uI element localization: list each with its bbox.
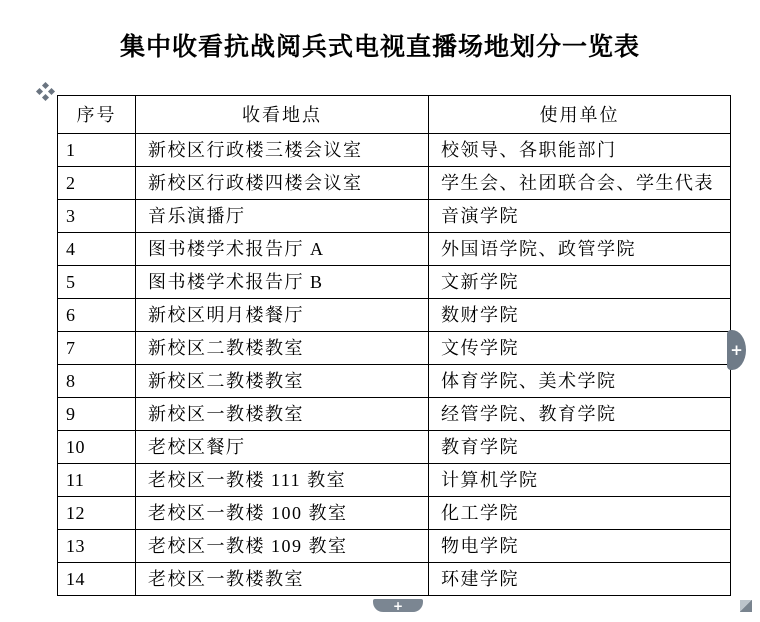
table-row <box>58 233 731 266</box>
location-cell: 新校区二教楼教室 <box>136 332 429 365</box>
table-row <box>58 530 731 563</box>
table-row <box>58 299 731 332</box>
unit-cell: 学生会、社团联合会、学生代表 <box>429 167 731 200</box>
unit-cell: 数财学院 <box>429 299 731 332</box>
unit-cell: 体育学院、美术学院 <box>429 365 731 398</box>
table-row <box>58 563 731 596</box>
insert-column-button[interactable] <box>727 330 746 370</box>
table-row <box>58 167 731 200</box>
row-number-cell: 11 <box>58 464 136 497</box>
unit-cell: 教育学院 <box>429 431 731 464</box>
location-cell: 新校区行政楼三楼会议室 <box>136 134 429 167</box>
unit-cell: 环建学院 <box>429 563 731 596</box>
unit-cell: 音演学院 <box>429 200 731 233</box>
header-cell-number: 序号 <box>58 96 136 134</box>
table-resize-handle-icon[interactable] <box>740 600 752 612</box>
row-number-cell: 10 <box>58 431 136 464</box>
table-row <box>58 134 731 167</box>
row-number-cell: 12 <box>58 497 136 530</box>
location-cell: 音乐演播厅 <box>136 200 429 233</box>
location-cell: 老校区一教楼 111 教室 <box>136 464 429 497</box>
unit-cell: 化工学院 <box>429 497 731 530</box>
location-cell: 图书楼学术报告厅 A <box>136 233 429 266</box>
row-number-cell: 9 <box>58 398 136 431</box>
location-cell: 老校区一教楼 109 教室 <box>136 530 429 563</box>
table-header <box>58 96 731 134</box>
location-cell: 新校区二教楼教室 <box>136 365 429 398</box>
row-number-cell: 14 <box>58 563 136 596</box>
row-number-cell: 7 <box>58 332 136 365</box>
table-row <box>58 464 731 497</box>
row-number-cell: 6 <box>58 299 136 332</box>
unit-cell: 文新学院 <box>429 266 731 299</box>
header-cell-unit: 使用单位 <box>429 96 731 134</box>
location-cell: 老校区一教楼 100 教室 <box>136 497 429 530</box>
row-number-cell: 5 <box>58 266 136 299</box>
location-cell: 老校区餐厅 <box>136 431 429 464</box>
table-row <box>58 365 731 398</box>
table-row <box>58 332 731 365</box>
table-row <box>58 431 731 464</box>
plus-icon: + <box>392 598 404 613</box>
unit-cell: 校领导、各职能部门 <box>429 134 731 167</box>
header-cell-location: 收看地点 <box>136 96 429 134</box>
venue-table <box>57 95 731 596</box>
location-cell: 图书楼学术报告厅 B <box>136 266 429 299</box>
insert-row-button[interactable] <box>373 599 423 612</box>
row-number-cell: 2 <box>58 167 136 200</box>
table-row <box>58 497 731 530</box>
table-row <box>58 398 731 431</box>
location-cell: 老校区一教楼教室 <box>136 563 429 596</box>
row-number-cell: 4 <box>58 233 136 266</box>
table-move-handle-icon[interactable] <box>37 83 54 100</box>
location-cell: 新校区行政楼四楼会议室 <box>136 167 429 200</box>
row-number-cell: 13 <box>58 530 136 563</box>
unit-cell: 外国语学院、政管学院 <box>429 233 731 266</box>
plus-icon: + <box>730 341 743 359</box>
header-row <box>58 96 731 134</box>
location-cell: 新校区明月楼餐厅 <box>136 299 429 332</box>
row-number-cell: 8 <box>58 365 136 398</box>
table-body <box>58 134 731 596</box>
unit-cell: 物电学院 <box>429 530 731 563</box>
page-title: 集中收看抗战阅兵式电视直播场地划分一览表 <box>119 33 640 61</box>
unit-cell: 文传学院 <box>429 332 731 365</box>
location-cell: 新校区一教楼教室 <box>136 398 429 431</box>
table-row <box>58 200 731 233</box>
unit-cell: 计算机学院 <box>429 464 731 497</box>
row-number-cell: 1 <box>58 134 136 167</box>
table-row <box>58 266 731 299</box>
unit-cell: 经管学院、教育学院 <box>429 398 731 431</box>
row-number-cell: 3 <box>58 200 136 233</box>
